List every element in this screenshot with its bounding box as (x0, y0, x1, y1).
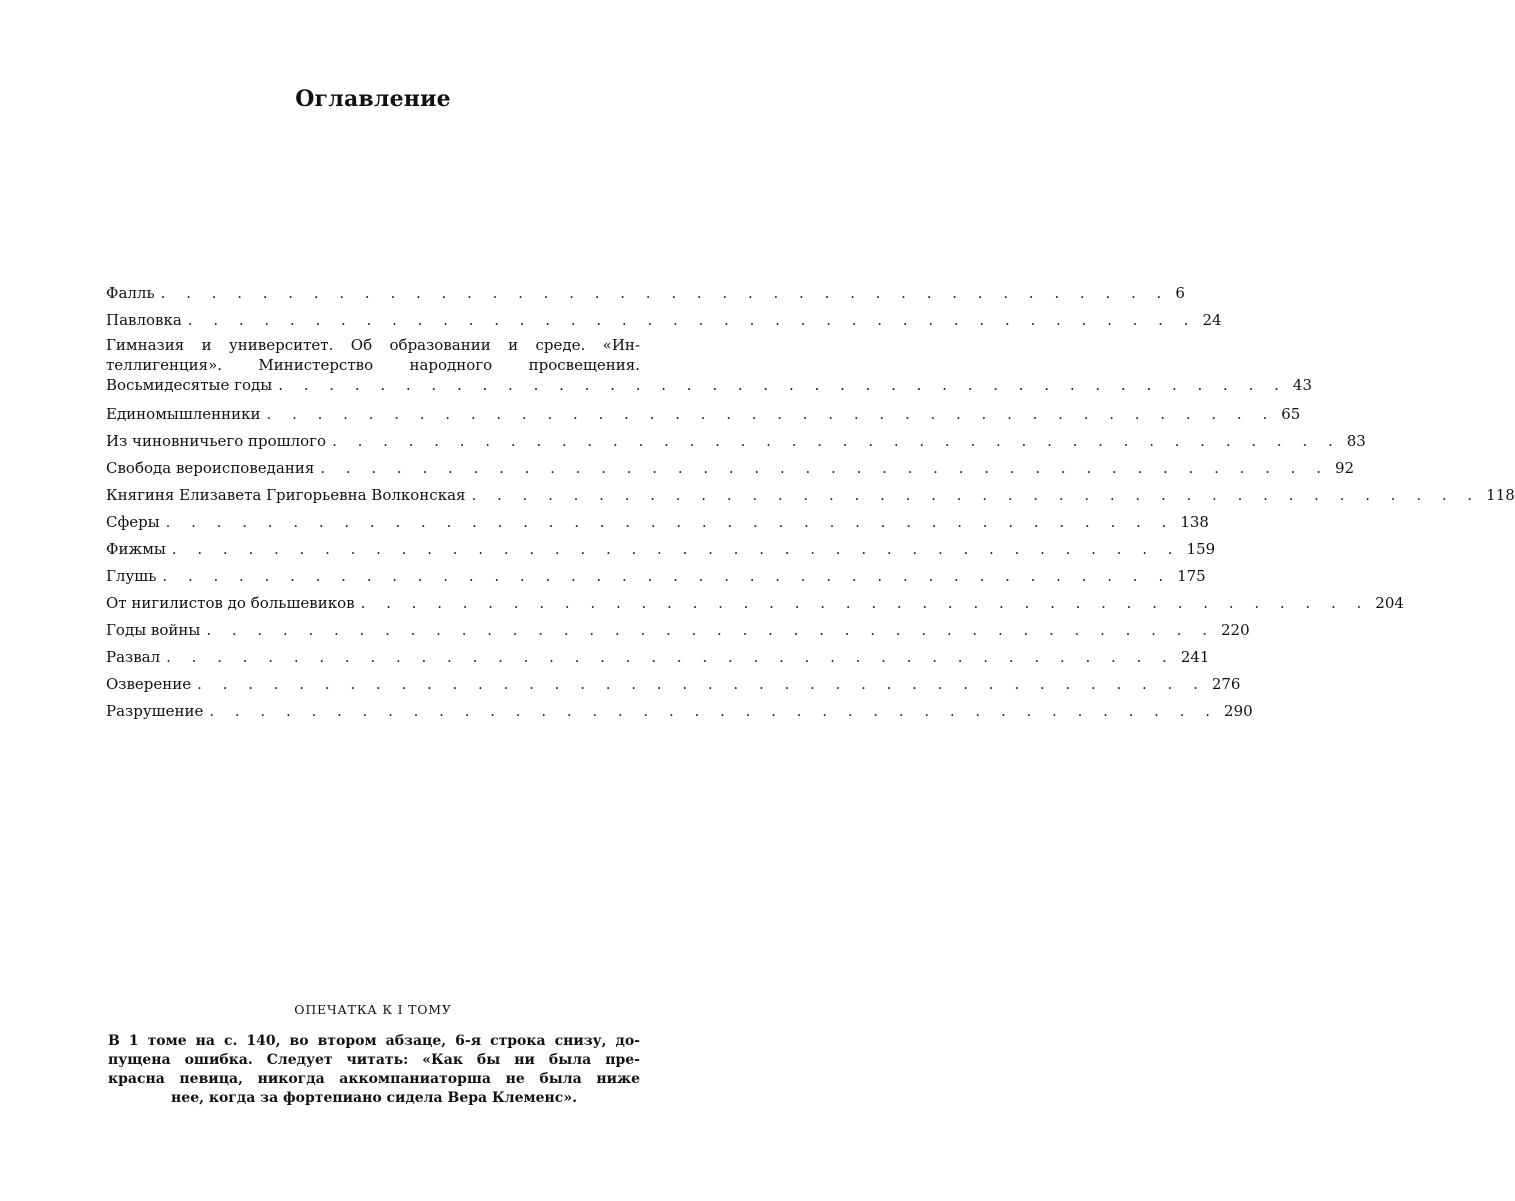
toc-entry (106, 640, 1210, 667)
toc-leader-dots: . . . . . . . . . . . . . . . . . . . . . . . . . . . . . . . . . . . . . . . . (166, 648, 1175, 666)
toc-leader-dots: . . . . . . . . . . . . . . . . . . . . . . . . . . . . . . . . . . . . . . . . (171, 540, 1181, 558)
toc-entry (106, 613, 1250, 640)
toc-entry (106, 586, 1404, 613)
toc-entry-page: 24 (1202, 311, 1222, 329)
toc-entry-page: 65 (1281, 405, 1301, 423)
toc-entry-page: 92 (1335, 459, 1355, 477)
toc-leader-dots: . . . . . . . . . . . . . . . . . . . . . . . . . . . . . . . . . . . . . . . . (187, 311, 1197, 329)
toc-entry-line: теллигенция». Министерство народного просвещения. (106, 356, 640, 374)
table-of-contents (106, 276, 1515, 721)
errata-line: красна певица, никогда аккомпаниаторша не была ниже (108, 1071, 640, 1087)
toc-leader-dots: . . . . . . . . . . . . . . . . . . . . . . . . . . . . . . . . . . . . . . . . (332, 432, 1341, 450)
toc-entry-label: Свобода вероисповедания (106, 458, 318, 478)
toc-entry (106, 559, 1206, 586)
toc-entry-label: Княгиня Елизавета Григорьевна Волконская (106, 485, 469, 505)
toc-leader-dots: . . . . . . . . . . . . . . . . . . . . . . . . . . . . . . . . . . . . . . . . (162, 567, 1172, 585)
errata-line: В 1 томе на с. 140, во втором абзаце, 6-я строка снизу, до- (108, 1033, 640, 1049)
toc-entry-label: Сферы (106, 512, 164, 532)
toc-entry-label: От нигилистов до большевиков (106, 593, 359, 613)
toc-leader-dots: . . . . . . . . . . . . . . . . . . . . . . . . . . . . . . . . . . . . . . . . (360, 594, 1370, 612)
toc-entry-page: 175 (1177, 567, 1206, 585)
toc-entry-label: Годы войны (106, 620, 204, 640)
toc-entry (106, 303, 1222, 330)
toc-leader-dots: . . . . . . . . . . . . . . . . . . . . . . . . . . . . . . . . . . . . . . . . (206, 621, 1216, 639)
toc-entry-label: Разрушение (106, 701, 207, 721)
toc-entry-page: 241 (1180, 648, 1210, 666)
toc-leader-dots: . . . . . . . . . . . . . . . . . . . . . . . . . . . . . . . . . . . . . . . . (278, 376, 1287, 394)
toc-entry-label: Развал (106, 647, 164, 667)
toc-entry-label: Единомышленники (106, 404, 265, 424)
errata-text (108, 1032, 640, 1108)
errata-heading: ОПЕЧАТКА К I ТОМУ (294, 1002, 452, 1017)
toc-entry-page: 43 (1292, 376, 1312, 394)
toc-entry-label: Фалль (106, 283, 159, 303)
toc-entry-page: 204 (1375, 594, 1404, 612)
toc-entry (106, 667, 1241, 694)
toc-entry-label: Павловка (106, 310, 186, 330)
toc-entry-label: Из чиновничьего прошлого (106, 431, 330, 451)
toc-leader-dots: . . . . . . . . . . . . . . . . . . . . . . . . . . . . . . . . . . . . . . . . (165, 513, 1175, 531)
toc-entry (106, 505, 1209, 532)
toc-entry-label: Восьмидесятые годы (106, 376, 273, 394)
errata-line: нее, когда за фортепиано сидела Вера Клеменс». (171, 1090, 577, 1106)
toc-entry-page: 83 (1346, 432, 1366, 450)
errata-line: пущена ошибка. Следует читать: «Как бы ни была пре- (108, 1052, 640, 1068)
toc-leader-dots: . . . . . . . . . . . . . . . . . . . . . . . . . . . . . . . . . . . . . . . . (471, 486, 1481, 504)
toc-entry-page: 138 (1180, 513, 1209, 531)
toc-entry-label: Глушь (106, 566, 160, 586)
toc-entry-page: 276 (1211, 675, 1241, 693)
toc-entry-page: 220 (1221, 621, 1250, 639)
toc-entry (106, 276, 1185, 303)
toc-entry-label: Фижмы (106, 539, 170, 559)
toc-entry (106, 694, 1253, 721)
toc-entry-page: 290 (1224, 702, 1253, 720)
toc-entry-line: Гимназия и университет. Об образовании и среде. «Ин- (106, 336, 640, 354)
toc-leader-dots: . . . . . . . . . . . . . . . . . . . . . . . . . . . . . . . . . . . . . . . . (209, 702, 1219, 720)
toc-entry (106, 532, 1216, 559)
toc-leader-dots: . . . . . . . . . . . . . . . . . . . . . . . . . . . . . . . . . . . . . . . . (266, 405, 1276, 423)
toc-entry-page: 118 (1486, 486, 1515, 504)
toc-entry (106, 335, 1312, 395)
toc-entry (106, 451, 1355, 478)
page-title: Оглавление (295, 86, 451, 112)
toc-leader-dots: . . . . . . . . . . . . . . . . . . . . . . . . . . . . . . . . . . . . . . . . (197, 675, 1206, 693)
toc-entry-page: 159 (1186, 540, 1216, 558)
toc-entry-label: Озверение (106, 674, 195, 694)
toc-entry (106, 424, 1366, 451)
toc-entry-page: 6 (1175, 284, 1185, 302)
toc-leader-dots: . . . . . . . . . . . . . . . . . . . . . . . . . . . . . . . . . . . . . . . . (160, 284, 1170, 302)
toc-entry (106, 478, 1515, 505)
toc-entry (106, 397, 1301, 424)
toc-leader-dots: . . . . . . . . . . . . . . . . . . . . . . . . . . . . . . . . . . . . . . . . (320, 459, 1329, 477)
